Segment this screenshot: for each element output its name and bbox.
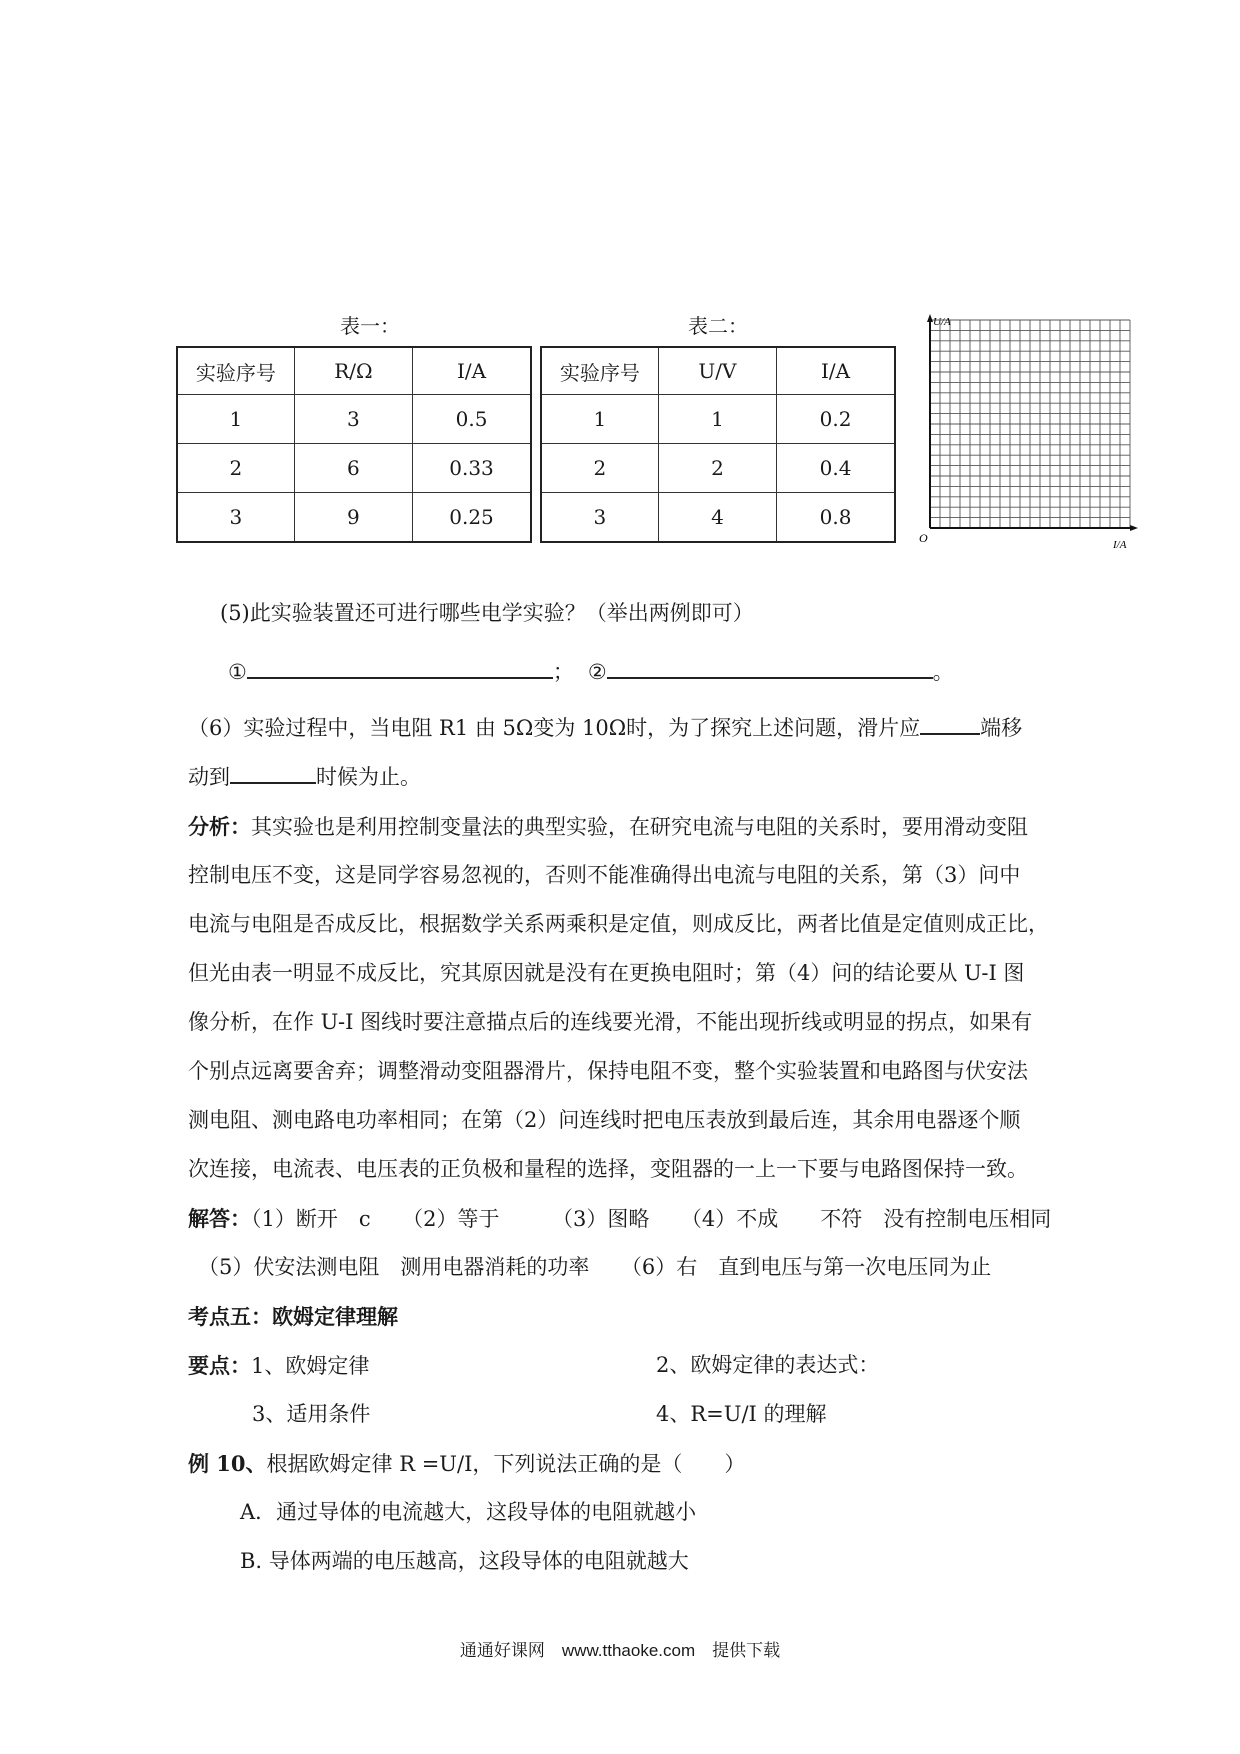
analysis-line: 次连接，电流表、电压表的正负极和量程的选择，变阻器的一上一下要与电路图保持一致。 — [188, 1157, 1028, 1181]
table-header-row — [541, 347, 895, 395]
q5-text: (5)此实验装置还可进行哪些电学实验？（举出两例即可） — [220, 601, 754, 625]
table-cell: 0.8 — [777, 493, 895, 543]
table-header-cell: I/A — [777, 347, 895, 395]
answer-label: 解答： — [188, 1206, 251, 1231]
answer-text: （1）断开 c （2）等于 （3）图略 （4）不成 不符 没有控制电压相同 — [251, 1207, 1052, 1231]
table-cell: 2 — [177, 444, 294, 493]
table-row — [541, 395, 895, 444]
q6-text-part2: 端移 — [980, 716, 1023, 740]
q6-text-part1: （6）实验过程中，当电阻 R1 由 5Ω变为 10Ω时，为了探究上述问题，滑片应 — [188, 716, 921, 740]
table-header-cell: R/Ω — [294, 347, 412, 395]
q6-text-part4: 时候为止。 — [316, 765, 421, 789]
table-cell: 0.5 — [413, 395, 531, 444]
q5-sep: ； — [552, 660, 574, 684]
x-axis-arrow-icon — [1130, 525, 1138, 531]
y-axis-label: U/A — [933, 316, 951, 328]
origin-label: O — [919, 531, 928, 545]
key-point-item: 4、R=U/I 的理解 — [656, 1402, 827, 1426]
table-header-row — [177, 347, 531, 395]
table-header-cell: 实验序号 — [541, 347, 658, 395]
table-cell: 3 — [541, 493, 658, 543]
grid-lines — [930, 320, 1130, 528]
q6-blank2 — [230, 782, 316, 784]
analysis-line: 像分析，在作 U-I 图线时要注意描点后的连线要光滑，不能出现折线或明显的拐点，如果有 — [188, 1010, 1033, 1034]
analysis-text: 其实验也是利用控制变量法的典型实验，在研究电流与电阻的关系时，要用滑动变阻 — [251, 815, 1028, 839]
answer-line: （5）伏安法测电阻 测用电器消耗的功率 （6）右 直到电压与第一次电压同为止 — [198, 1255, 992, 1279]
table2-caption: 表二： — [688, 314, 748, 338]
analysis-line: 控制电压不变，这是同学容易忽视的，否则不能准确得出电流与电阻的关系，第（3）问中 — [188, 863, 1021, 887]
table-cell: 2 — [658, 444, 776, 493]
q5-answer-line — [228, 662, 954, 683]
q6-blank1 — [920, 733, 980, 735]
q6-line2 — [188, 767, 421, 788]
analysis-line: 但光由表一明显不成反比，究其原因就是没有在更换电阻时；第（4）问的结论要从 U-I 图 — [188, 961, 1025, 985]
table-cell: 1 — [658, 395, 776, 444]
table-cell: 4 — [658, 493, 776, 543]
table-header-cell: I/A — [413, 347, 531, 395]
table-row — [177, 395, 531, 444]
key-point-item: 1、欧姆定律 — [251, 1354, 370, 1378]
graph-paper-grid — [918, 312, 1138, 552]
table-cell: 0.2 — [777, 395, 895, 444]
table-cell: 1 — [177, 395, 294, 444]
example-label: 例 10、 — [188, 1451, 267, 1476]
table-cell: 0.25 — [413, 493, 531, 543]
table-cell: 3 — [177, 493, 294, 543]
table2 — [540, 346, 896, 543]
x-axis-label: I/A — [1113, 539, 1127, 551]
table-header-cell: U/V — [658, 347, 776, 395]
answer-line — [188, 1208, 1051, 1230]
q5-end: 。 — [932, 660, 954, 684]
table-row — [541, 493, 895, 543]
key-points-label: 要点： — [188, 1353, 251, 1378]
analysis-line: 个别点远离要舍弃；调整滑动变阻器滑片，保持电阻不变，整个实验装置和电路图与伏安法 — [188, 1059, 1028, 1083]
table-cell: 0.33 — [413, 444, 531, 493]
q5-blank1 — [247, 677, 553, 679]
key-point-item: 2、欧姆定律的表达式： — [656, 1353, 880, 1377]
q5-blank2 — [607, 677, 933, 679]
table-cell: 1 — [541, 395, 658, 444]
q5-mark1: ① — [228, 660, 247, 684]
analysis-line: 电流与电阻是否成反比，根据数学关系两乘积是定值，则成反比，两者比值是定值则成正比， — [188, 912, 1049, 936]
table-header-cell: 实验序号 — [177, 347, 294, 395]
option-b: B. 导体两端的电压越高，这段导体的电阻就越大 — [240, 1549, 689, 1573]
key-points-line — [188, 1355, 369, 1377]
page-footer: 通通好课网 www.tthaoke.com 提供下载 — [459, 1641, 781, 1660]
table-cell: 0.4 — [777, 444, 895, 493]
key-point-item: 3、适用条件 — [252, 1402, 371, 1426]
table1 — [176, 346, 532, 543]
analysis-label: 分析： — [188, 814, 251, 839]
table-cell: 6 — [294, 444, 412, 493]
table-row — [541, 444, 895, 493]
section-heading: 考点五：欧姆定律理解 — [188, 1304, 398, 1329]
table-cell: 2 — [541, 444, 658, 493]
table-cell: 3 — [294, 395, 412, 444]
q6-text-part3: 动到 — [188, 765, 230, 789]
q6-line1 — [188, 718, 1022, 739]
q5-mark2: ② — [587, 660, 607, 684]
analysis-line: 测电阻、测电路电功率相同；在第（2）问连线时把电压表放到最后连，其余用电器逐个顺 — [188, 1108, 1021, 1132]
table1-caption: 表一： — [340, 314, 400, 338]
axes — [927, 314, 1138, 531]
table-row — [177, 444, 531, 493]
table-row — [177, 493, 531, 543]
option-a: A．通过导体的电流越大，这段导体的电阻就越小 — [240, 1500, 697, 1524]
table-cell: 9 — [294, 493, 412, 543]
example-question — [188, 1453, 745, 1475]
example-text: 根据欧姆定律 R =U/I，下列说法正确的是（ ） — [266, 1452, 746, 1476]
analysis-line — [188, 816, 1028, 838]
